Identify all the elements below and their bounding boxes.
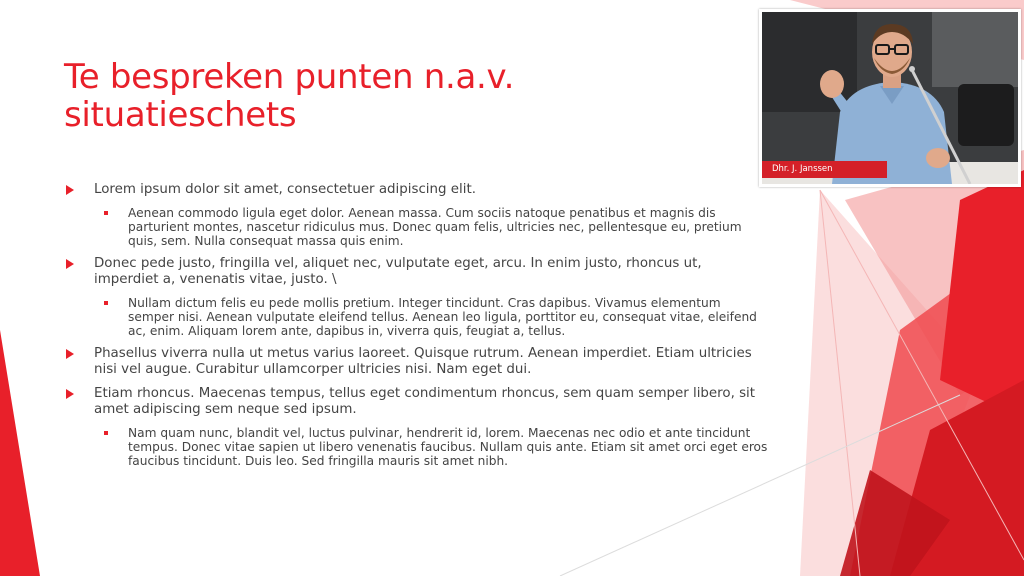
office-chair [958,84,1014,146]
bullet-item [64,256,770,338]
bullet-text: Donec pede justo, fringilla vel, aliquet nec, vulputate eget, arcu. In enim justo, rhoncus ut, imperdiet a, venenatis vitae, justo. \ [94,256,702,287]
webcam-video [762,12,1018,184]
bullet-text: Lorem ipsum dolor sit amet, consectetuer adipiscing elit. [94,182,476,197]
sub-bullet-item [94,426,770,468]
sub-bullet-item [94,296,770,338]
bullet-list [64,182,770,476]
sub-bullet-list [94,426,770,468]
window-light [932,12,1018,87]
arrow-right-icon [66,389,74,399]
bullet-item [64,386,770,468]
webcam-overlay[interactable] [759,9,1021,187]
bullet-item [64,182,770,248]
bullet-text: Etiam rhoncus. Maecenas tempus, tellus eget condimentum rhoncus, sem quam semper libero, sit amet adipiscing sem neque sed ipsum. [94,386,756,417]
bullet-text: Phasellus viverra nulla ut metus varius laoreet. Quisque rutrum. Aenean imperdiet. Etiam ultricies nisi vel augue. Curabitur ullamcorper ultricies nisi. Nam eget dui. [94,346,752,377]
square-bullet-icon [104,431,108,435]
arrow-right-icon [66,185,74,195]
left-red-triangle [0,330,40,576]
slide-title: Te bespreken punten n.a.v. situatieschets [64,57,515,135]
arrow-right-icon [66,259,74,269]
sub-bullet-list [94,206,770,248]
square-bullet-icon [104,211,108,215]
square-bullet-icon [104,301,108,305]
speaker-name-label: Dhr. J. Janssen [762,161,887,178]
sub-bullet-item [94,206,770,248]
raised-hand [820,70,844,98]
sub-bullet-list [94,296,770,338]
lower-hand [926,148,950,168]
sub-bullet-text: Nam quam nunc, blandit vel, luctus pulvinar, hendrerit id, lorem. Maecenas nec odio et ante tincidunt tempus. Donec vitae sapien ut libero venenatis faucibus. Nullam quis ante. Etiam sit amet orci eget eros faucibus tincidunt. Duis leo. Sed fringilla mauris sit amet nibh. [128,426,768,468]
bullet-item [64,346,770,378]
sub-bullet-text: Nullam dictum felis eu pede mollis pretium. Integer tincidunt. Cras dapibus. Vivamus elementum semper nisi. Aenean vulputate eleifend tellus. Aenean leo ligula, porttitor eu, consequat vitae, eleifend ac, enim. Aliquam lorem ante, dapibus in, viverra quis, feugiat a, tellus. [128,296,757,338]
microphone-head [909,66,915,72]
sub-bullet-text: Aenean commodo ligula eget dolor. Aenean massa. Cum sociis natoque penatibus et magnis dis parturient montes, nascetur ridiculus mus. Donec quam felis, ultricies nec, pellentesque eu, pretium quis, sem. Nulla consequat massa quis enim. [128,206,742,248]
arrow-right-icon [66,349,74,359]
